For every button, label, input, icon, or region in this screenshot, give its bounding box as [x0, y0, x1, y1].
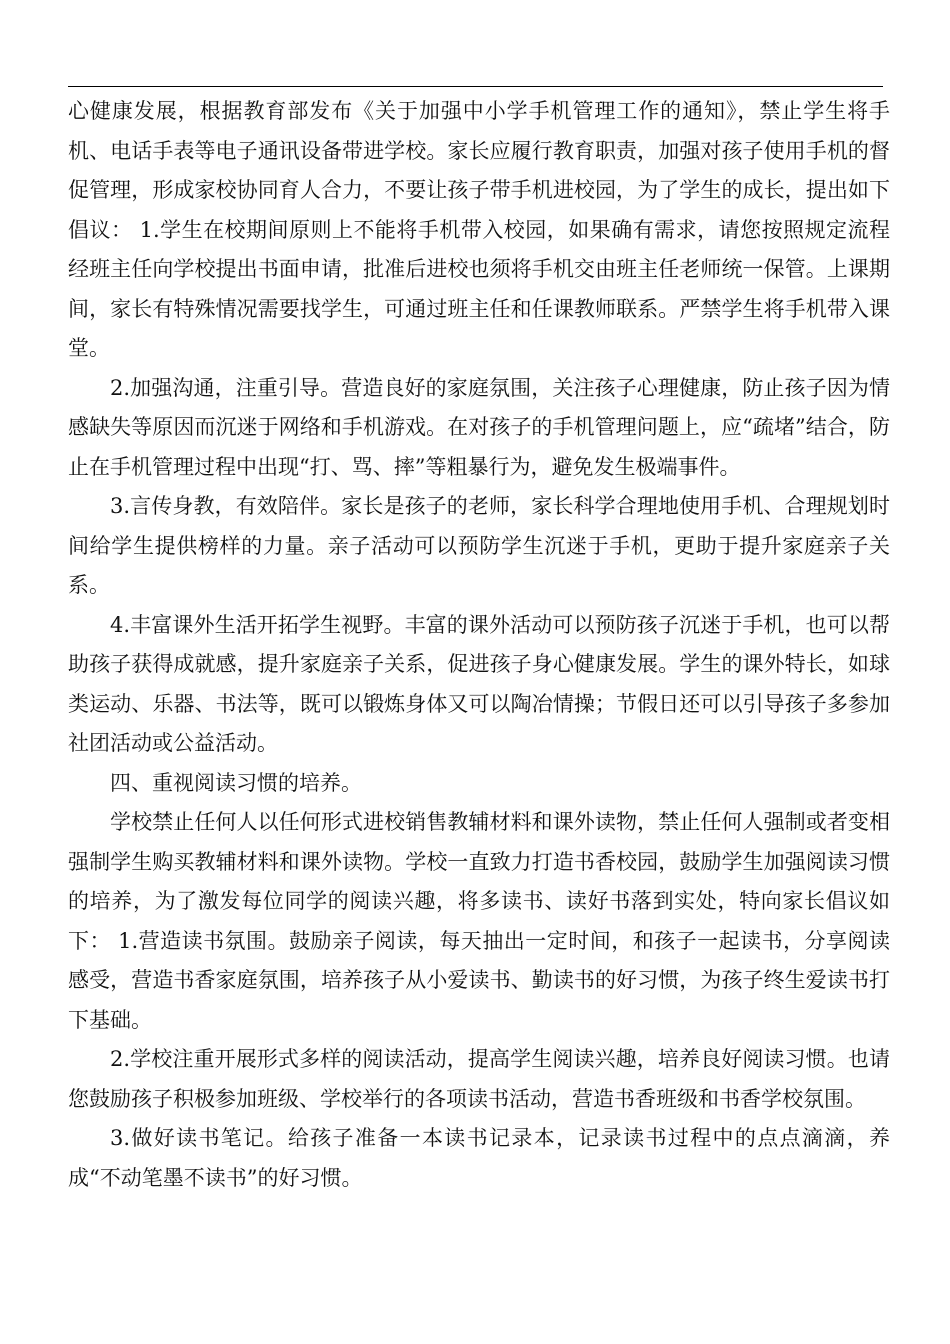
paragraph-item-4: 4.丰富课外生活开拓学生视野。丰富的课外活动可以预防孩子沉迷于手机，也可以帮助孩子获得成就感，提升家庭亲子关系，促进孩子身心健康发展。学生的课外特长，如球类运动、乐器、书法等，既可以锻炼身体又可以陶冶情操；节假日还可以引导孩子多参加社团活动或公益活动。 [68, 612, 890, 755]
header-rule [68, 86, 883, 87]
document-body [68, 92, 890, 1198]
paragraph-item-3: 3.言传身教，有效陪伴。家长是孩子的老师，家长科学合理地使用手机、合理规划时间给学生提供榜样的力量。亲子活动可以预防学生沉迷于手机，更助于提升家庭亲子关系。 [68, 494, 890, 597]
section-heading-4: 四、重视阅读习惯的培养。 [110, 770, 362, 795]
paragraph-reading-2: 2.学校注重开展形式多样的阅读活动，提高学生阅读兴趣，培养良好阅读习惯。也请您鼓励孩子积极参加班级、学校举行的各项读书活动，营造书香班级和书香学校氛围。 [68, 1047, 890, 1111]
paragraph-reading-3: 3.做好读书笔记。给孩子准备一本读书记录本，记录读书过程中的点点滴滴，养成“不动笔墨不读书”的好习惯。 [68, 1126, 890, 1190]
paragraph-continuation: 心健康发展，根据教育部发布《关于加强中小学手机管理工作的通知》，禁止学生将手机、电话手表等电子通讯设备带进学校。家长应履行教育职责，加强对孩子使用手机的督促管理，形成家校协同育人合力，不要让孩子带手机进校园，为了学生的成长，提出如下倡议： 1.学生在校期间原则上不能将手机带入校园，如果确有需求，请您按照规定流程经班主任向学校提出书面申请，批准后进校也须将手机交由班主任老师统一保管。上课期间，家长有特殊情况需要找学生，可通过班主任和任课教师联系。严禁学生将手机带入课堂。 [68, 99, 890, 360]
paragraph-reading-intro: 学校禁止任何人以任何形式进校销售教辅材料和课外读物，禁止任何人强制或者变相强制学生购买教辅材料和课外读物。学校一直致力打造书香校园，鼓励学生加强阅读习惯的培养，为了激发每位同学的阅读兴趣，将多读书、读好书落到实处，特向家长倡议如下： 1.营造读书氛围。鼓励亲子阅读，每天抽出一定时间，和孩子一起读书，分享阅读感受，营造书香家庭氛围，培养孩子从小爱读书、勤读书的好习惯，为孩子终生爱读书打下基础。 [68, 810, 890, 1032]
paragraph-item-2: 2.加强沟通，注重引导。营造良好的家庭氛围，关注孩子心理健康，防止孩子因为情感缺失等原因而沉迷于网络和手机游戏。在对孩子的手机管理问题上，应“疏堵”结合，防止在手机管理过程中出现“打、骂、摔”等粗暴行为，避免发生极端事件。 [68, 375, 890, 479]
